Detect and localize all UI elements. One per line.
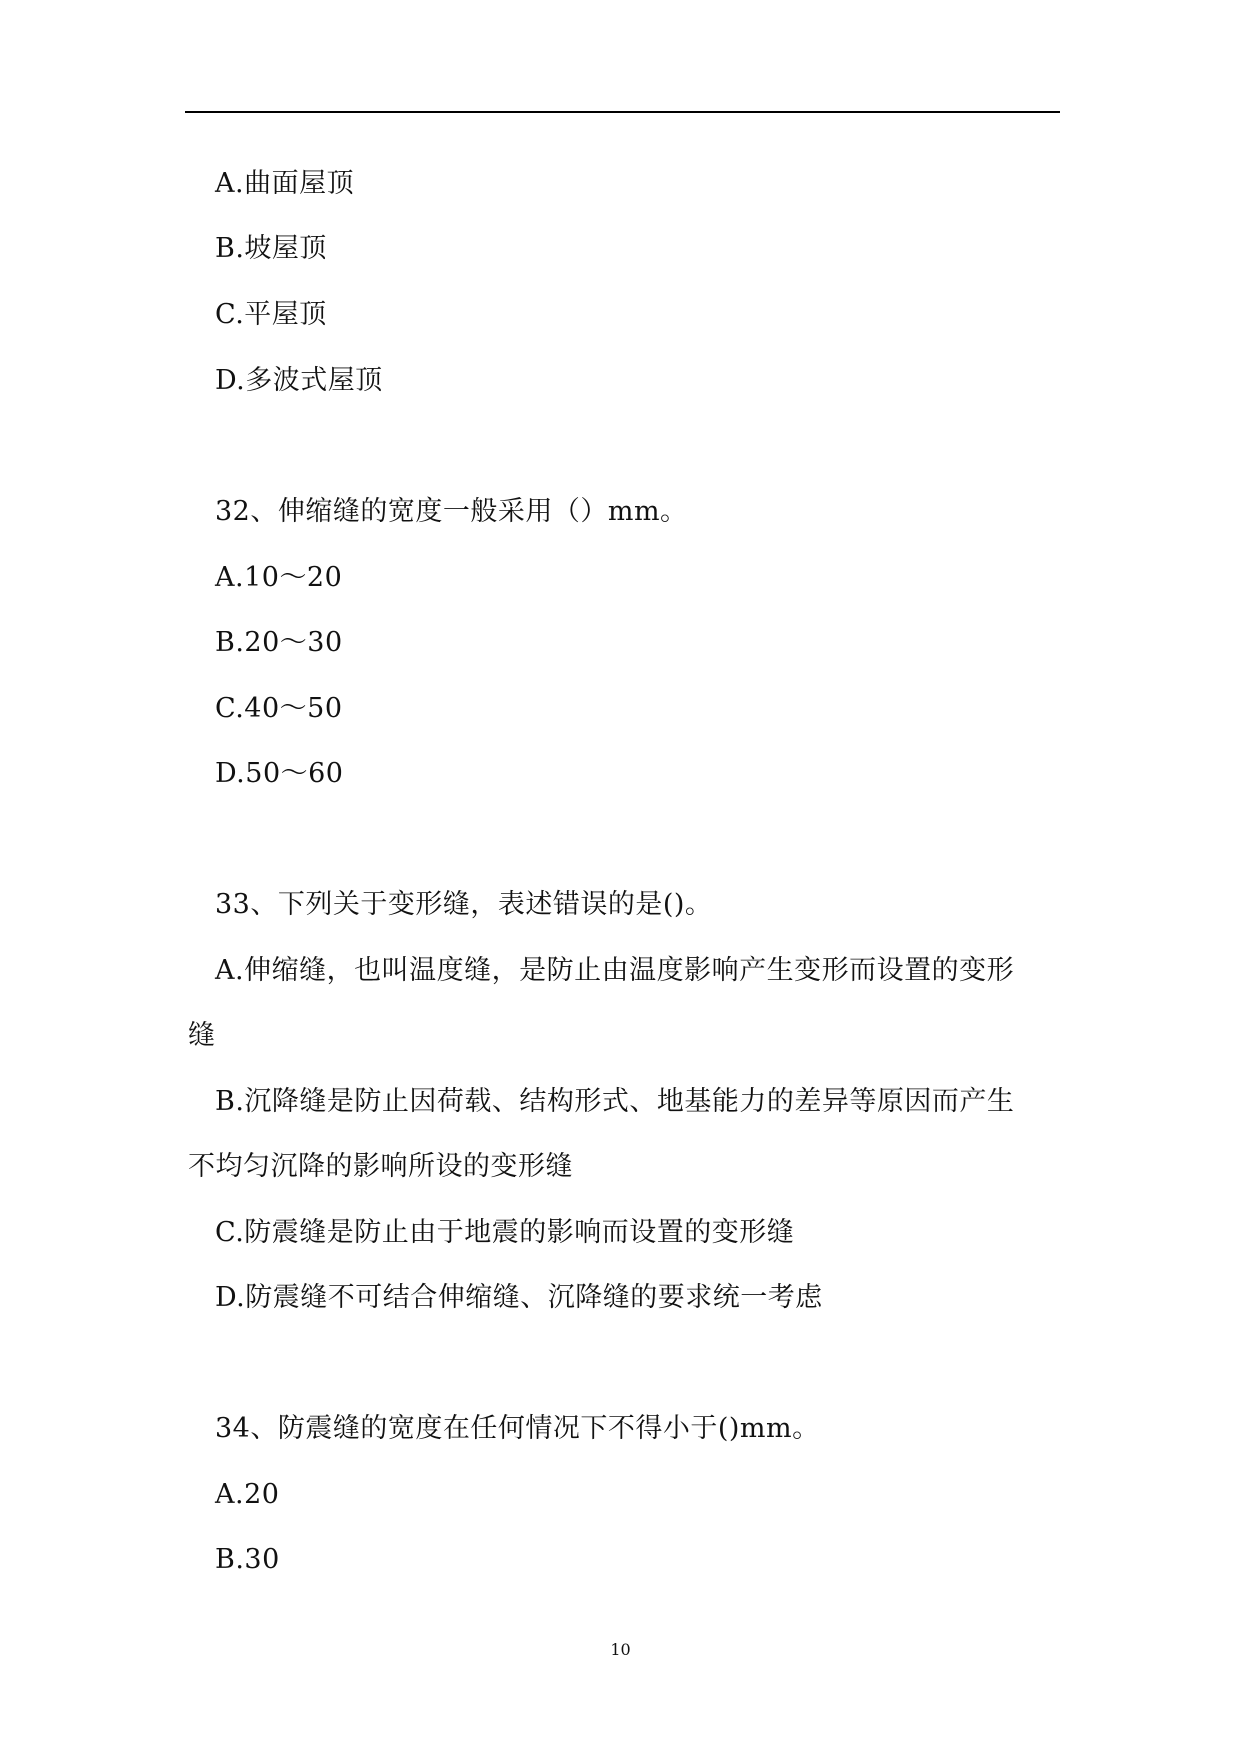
- q32-option-a: A.10～20: [215, 562, 343, 593]
- q33-option-a-line2: 缝: [188, 1020, 216, 1051]
- q34-option-b: B.30: [215, 1544, 280, 1575]
- q32-question: 32、伸缩缝的宽度一般采用（）mm。: [215, 496, 688, 527]
- q31-option-d: D.多波式屋顶: [215, 365, 383, 396]
- q32-option-d: D.50～60: [215, 758, 344, 789]
- q33-question: 33、下列关于变形缝，表述错误的是()。: [215, 889, 713, 920]
- q31-option-b: B.坡屋顶: [215, 233, 327, 264]
- q31-option-a: A.曲面屋顶: [215, 168, 355, 199]
- q32-option-b: B.20～30: [215, 627, 343, 658]
- q31-option-c: C.平屋顶: [215, 299, 327, 330]
- q33-option-b-line2: 不均匀沉降的影响所设的变形缝: [188, 1151, 573, 1182]
- q34-question: 34、防震缝的宽度在任何情况下不得小于()mm。: [215, 1413, 820, 1444]
- page-number: 10: [610, 1640, 631, 1659]
- q34-option-a: A.20: [215, 1479, 280, 1510]
- q33-option-a-line1: A.伸缩缝，也叫温度缝，是防止由温度影响产生变形而设置的变形: [215, 955, 1015, 986]
- q33-option-d: D.防震缝不可结合伸缩缝、沉降缝的要求统一考虑: [215, 1282, 823, 1313]
- q32-option-c: C.40～50: [215, 693, 343, 724]
- q33-option-c: C.防震缝是防止由于地震的影响而设置的变形缝: [215, 1217, 795, 1248]
- q33-option-b-line1: B.沉降缝是防止因荷载、结构形式、地基能力的差异等原因而产生: [215, 1086, 1015, 1117]
- header-rule: [185, 111, 1060, 113]
